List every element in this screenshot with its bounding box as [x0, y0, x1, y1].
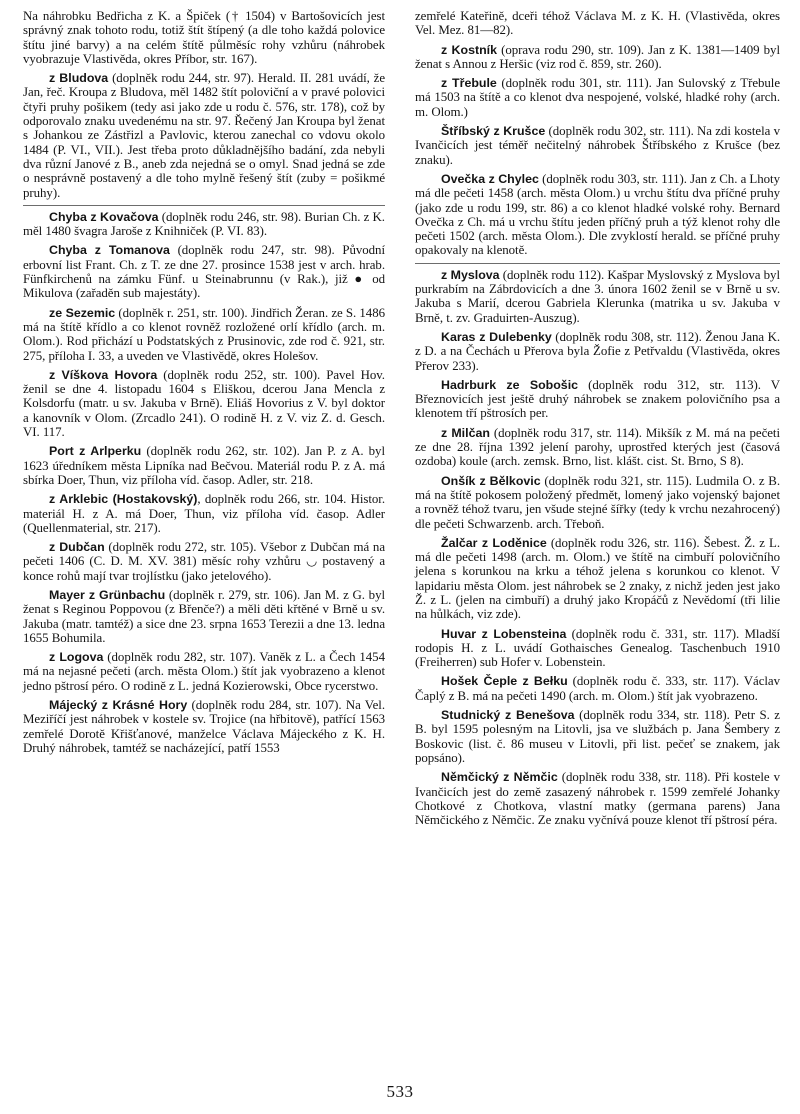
entry-continuation: [415, 9, 780, 38]
entry-text: (doplněk rodu 303, str. 111). Jan z Ch. a Lhoty má dle pečeti 1458 (arch. města Olom.) u vrchu štítu dva příčné pruhy (jako zde u rodu 199, str. 86) a co klenot hladké volské rohy. Bernard Ovečka z Ch. má u vrchu štítu jeden příčný pruh a týž klenot rohy dle pečeti 1502 (arch. města Olom.). Dle zvyklostí herald. se příčné pruhy opakovaly na klenotě.: [415, 171, 780, 258]
entry-heading: Chyba z Tomanova: [49, 243, 170, 258]
right-column: [415, 9, 780, 832]
entry-text: zemřelé Kateřině, dceři téhož Václava M. z K. H. (Vlastivěda, okres Vel. Mez. 81—82).: [415, 9, 780, 38]
entry-z-dubcan: [23, 540, 385, 583]
entry-z-milcan: [415, 426, 780, 469]
entry-heading: z Logova: [49, 650, 104, 665]
entry-chyba-z-tomanova: [23, 243, 385, 300]
entry-z-logova: [23, 650, 385, 693]
entry-heading: z Myslova: [441, 267, 500, 282]
entry-huvar-z-lobensteina: [415, 627, 780, 670]
entry-heading: Port z Arlperku: [49, 444, 142, 459]
entry-text: (doplněk rodu 244, str. 97). Herald. II. 281 uvádí, že Jan, řeč. Kroupa z Bludova, měl 1482 štít poloviční a v pravé polovici čtyři pruhy pošikem (tedy asi jako zde u rodu č. 576, str. 178), což by odporovalo znaku uvedenému na str. 97. Řečený Jan Kroupa byl ženat s Johankou ze Zástřizl a Pavlovic, kterou zanechal co vdovu okolo 1484 (P. VI., VII.). Jest třeba proto důkladnějšího badání, zda nebyli dva různí Janové z B., aneb zda nejedná se o omyl. Snad jedná se zde o nesprávně postavený a dle toho mylně řešený štít (zuby = pošikmé pruhy).: [23, 71, 385, 200]
entry-heading: Hošek Čeple z Bełku: [441, 674, 568, 689]
entry-text: Na náhrobku Bedřicha z K. a Špiček († 1504) v Bartošovicích jest správný znak tohoto rodu, totiž štít štípený (a dle toho každá polovice štítu jiné barvy) a na celém štítě půlměsíc rohy vzhůru (náhrobek vyobrazuje Vlastivěda, okres Příbor, str. 167).: [23, 9, 385, 66]
divider: [23, 205, 385, 206]
entry-hosek-ceple-z-belku: [415, 674, 780, 703]
entry-heading: z Arklebic (Hostakovský): [49, 492, 198, 507]
page-number: 533: [386, 1082, 414, 1101]
entry-studnicky-z-benesova: [415, 708, 780, 765]
entry-stribsky-z-krusce: [415, 124, 780, 167]
entry-text: (doplněk rodu 338, str. 118). Při kostele v Ivančicích jest do země zasazený náhrobek r. 1599 zemřelé Johanky Chotkové z Chotkova, vlastní matky (germana parens) Jana Němčického z Němčic. Ze znaku vyčnívá pouze klenot tří pštrosí péra.: [415, 770, 780, 828]
entry-text: (doplněk rodu č. 333, str. 117). Václav Čaplý z B. má na pečeti 1490 (arch. m. Olom.) štít jak vyobrazeno.: [415, 674, 780, 703]
entry-heading: Májecký z Krásné Hory: [49, 698, 188, 713]
entry-majecky-z-krasne-hory: [23, 698, 385, 755]
entry-text: (doplněk rodu 321, str. 115). Ludmila O. z B. má na štítě pokosem položený předmět, lomený jako vojenský bajonet a rovněž téhož tvaru, jen všude stejné šířky (tedy k vrchu nezahrocený) dle pečeti Schwarzenb. arch. Třeboň.: [415, 473, 780, 531]
entry-heading: z Třebule: [441, 76, 497, 91]
entry-text: (doplněk rodu 112). Kašpar Myslovský z Myslova byl purkrabím na Zábrdovicích a dne 3. února 1602 ženil se v Brně u sv. Jakuba s Marií, dcerou Gabriela Klerunka (matrika u sv. Jakuba v Brně, t. zv. Graduirten-Auszug).: [415, 267, 780, 325]
entry-text: (doplněk rodu 308, str. 112). Ženou Jana K. z D. a na Čechách u Přerova byla Žofie z Petřvaldu (Vlastivěda, okres Přerov 233).: [415, 329, 781, 373]
entry-text: (doplněk rodu 252, str. 100). Pavel Hov. ženil se dne 4. listopadu 1604 s Eliškou, dcerou Jana Mencla z Kolsdorfu (matr. u sv. Jakuba v Brně). Eliáš Hovorius z V. byl doktor a kanovník v Olom. (Zrcadlo 241). O rodině H. z V. viz Z. d. Gesch. VI. 117.: [23, 367, 385, 440]
entry-z-kostnik: [415, 43, 780, 72]
entry-text: (doplněk rodu 301, str. 111). Jan Sulovský z Třebule má 1503 na štítě a co klenot dva nespojené, volské, hladké rohy (arch. m. Olom.): [415, 76, 780, 119]
entry-text: (doplněk rodu 272, str. 105). Všebor z Dubčan má na pečeti 1406 (C. D. M. XV. 381) měsíc rohy vzhůru ◡ postavený a konce rohů mají tvar trojlístku (jako jetelového).: [23, 540, 385, 583]
entry-heading: Štříbský z Krušce: [441, 124, 546, 139]
entry-heading: z Milčan: [441, 425, 490, 440]
entry-text: (doplněk rodu 317, str. 114). Mikšík z M. má na pečeti ze dne 28. října 1392 jelení parohy, uprostřed kterých jest (časová ozdoba) koule (arch. zemsk. Brno, list. klášt. cist. St. Brno, S 8).: [415, 425, 780, 469]
entry-z-arklebic: [23, 492, 385, 535]
entry-heading: Karas z Dulebenky: [441, 329, 552, 344]
entry-text: (doplněk rodu 284, str. 107). Na Vel. Meziříčí jest náhrobek v kostele sv. Trojice (na hřbitově), patřící 1563 zemřelé Dorotě Křišťanové, manželce Václava Májeckého z K. H. Druhý náhrobek, tamtéž se nacházející, patří 1553: [23, 698, 385, 755]
entry-heading: Žalčar z Loděnice: [441, 535, 547, 550]
entry-text: , doplněk rodu 266, str. 104. Histor. materiál H. z A. má Doer, Thun, viz příloha víd. časop. Adler (Quellenmaterial, str. 217).: [23, 492, 385, 535]
entry-heading: Hadrburk ze Sobošic: [441, 377, 579, 392]
entry-heading: Chyba z Kovačova: [49, 209, 159, 224]
entry-zalcar-z-lodenice: [415, 536, 780, 622]
entry-mayer-z-grunbachu: [23, 588, 385, 645]
entry-port-z-arlperku: [23, 444, 385, 487]
entry-text: (doplněk rodu 302, str. 111). Na zdi kostela v Ivančicích jest téměř nečitelný náhrobek Štříbského z Krušce (bez znaku).: [415, 124, 780, 167]
divider: [415, 263, 780, 264]
entry-text: (oprava rodu 290, str. 109). Jan z K. 1381—1409 byl ženat s Annou z Heršic (viz rod č. 859, str. 260).: [415, 42, 780, 71]
entry-heading: Onšík z Bělkovic: [441, 473, 541, 488]
entry-heading: Ovečka z Chylec: [441, 171, 539, 186]
entry-heading: z Dubčan: [49, 540, 105, 555]
entry-z-viskova-hovora: [23, 368, 385, 439]
entry-text: (doplněk r. 279, str. 106). Jan M. z G. byl ženat s Reginou Poppovou (z Břenče?) a měli děti křtěné v Brně u sv. Jakuba (matr. tamtéž) a sice dne 23. srpna 1653 Terezii a dne 13. ledna 1655 Bohumila.: [23, 587, 385, 645]
entry-onsik-z-belkovic: [415, 474, 780, 531]
entry-hadrburk-ze-sobosic: [415, 378, 780, 421]
entry-text: (doplněk rodu 326, str. 116). Šebest. Ž. z L. má dle pečeti 1498 (arch. m. Olom.) ve štítě na cimbuří polovičního jelena s korunkou na krku a téhož jelena s korunkou co klenot. V lapidariu města Olom. jest náhrobek se 2 znaky, z nichž jeden jest jako Ž. z L. (jelen na cimbuří) a druhý jako Kropáčů z Nevědomí (tři lilie na hůlkách, viz zde).: [415, 535, 780, 622]
entry-chyba-z-kovacova: [23, 210, 385, 239]
entry-z-myslova: [415, 268, 780, 325]
entry-ze-sezemic: [23, 306, 385, 363]
entry-heading: z Bludova: [49, 71, 109, 86]
entry-z-trebule: [415, 76, 780, 119]
entry-heading: Mayer z Grünbachu: [49, 587, 166, 602]
left-column: [23, 9, 385, 760]
entry-text: (doplněk rodu č. 331, str. 117). Mladší rodopis H. z L. uvádí Gothaisches Genealog. Taschenbuch 1910 (Freiherren) sub Hofer v. Lobenstein.: [415, 626, 780, 670]
entry-heading: z Víškova Hovora: [49, 367, 158, 382]
entry-text: (doplněk rodu 246, str. 98). Burian Ch. z K. měl 1480 švagra Jaroše z Knihniček (P. VI. 83).: [23, 209, 385, 239]
entry-text: (doplněk rodu 262, str. 102). Jan P. z A. byl 1623 úředníkem města Lipníka nad Bečvou. Materiál rodu P. z A. má sbírka Doer, Thun, viz příloha víd. časop. Adler, str. 218.: [23, 444, 385, 487]
entry-heading: Huvar z Lobensteina: [441, 626, 567, 641]
entry-continuation: [23, 9, 385, 66]
entry-text: (doplněk r. 251, str. 100). Jindřich Žeran. ze S. 1486 má na štítě křídlo a co klenot rovněž rozložené orlí křídlo (arch. m. Olom.). Rod přichází u Podstatských z Prusinovic, zde rod č. 921, str. 275, příloha I. 33, a uveden ve Vlastivědě, okres Holešov.: [23, 305, 385, 363]
entry-karas-z-dulebenky: [415, 330, 780, 373]
entry-ovecka-z-chylec: [415, 172, 780, 258]
entry-text: (doplněk rodu 282, str. 107). Vaněk z L. a Čech 1454 má na nejasné pečeti (arch. města Olom.) štít jak vyobrazeno a klenot jedno pštrosí péro. O rodině z L. jedná Kozierowski, Obce rycerstwo.: [23, 650, 385, 693]
entry-nemcicky-z-nemcic: [415, 770, 780, 827]
entry-heading: Studnický z Benešova: [441, 708, 575, 723]
entry-text: (doplněk rodu 312, str. 113). V Březnovicích jest ještě druhý náhrobek se znakem polovičního psa a klenotem tří pštrosích per.: [415, 377, 780, 421]
entry-z-bludova: [23, 71, 385, 200]
entry-heading: z Kostník: [441, 42, 497, 57]
entry-heading: ze Sezemic: [49, 305, 116, 320]
entry-heading: Němčický z Němčic: [441, 770, 558, 785]
entry-text: (doplněk rodu 334, str. 118). Petr S. z B. byl 1595 polesným na Litovli, jsa ve službách p. Jana Šembery z Boskovic (list. č. 86 museu v Litovli, při list. pečeť se znakem, jak popsáno).: [415, 708, 780, 765]
entry-text: (doplněk rodu 247, str. 98). Původní erbovní list Frant. Ch. z T. ze dne 27. prosince 1538 jest v arch. hrab. Fünfkirchenů na zámku Fünf. u Steinabrunnu (v Rak.), již ● od Mikulova (zařaděn sub majestáty).: [23, 243, 385, 301]
